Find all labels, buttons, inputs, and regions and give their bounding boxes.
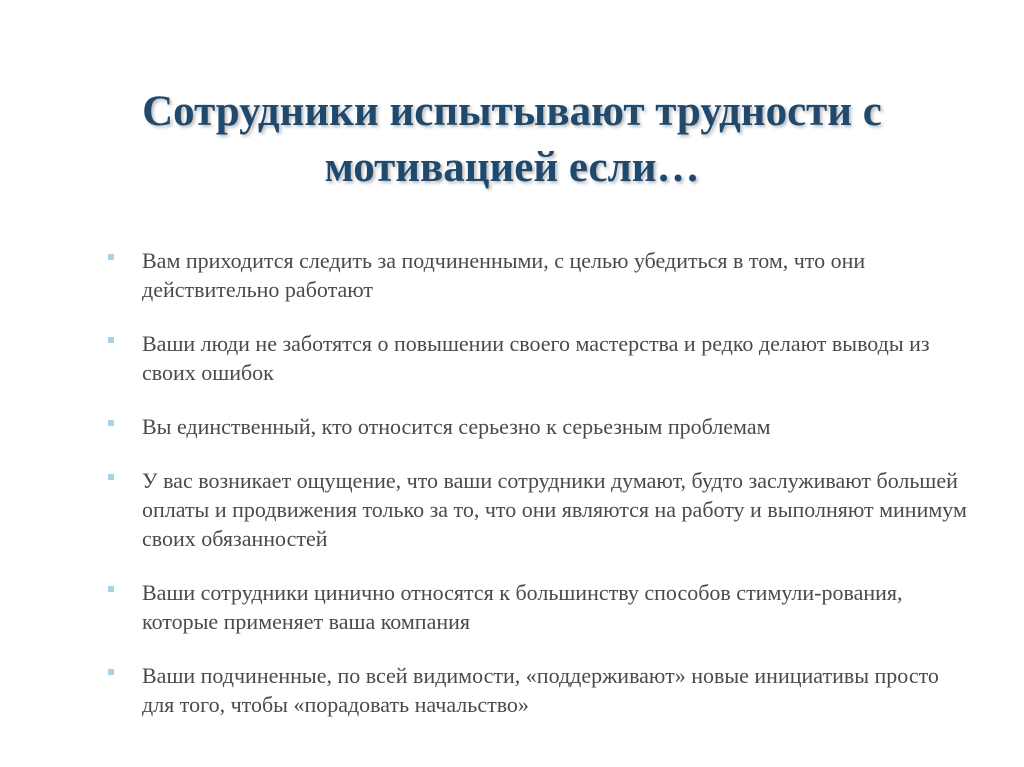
bullet-text: Вам приходится следить за подчиненными, с целью убедиться в том, что они действительно работают — [142, 248, 866, 302]
bullet-text: Ваши подчиненные, по всей видимости, «поддерживают» новые инициативы просто для того, чтобы «порадовать начальство» — [142, 663, 939, 717]
square-bullet-icon — [108, 586, 114, 592]
bullet-text: Вы единственный, кто относится серьезно к серьезным проблемам — [142, 414, 771, 439]
square-bullet-icon — [108, 254, 114, 260]
bullet-item — [108, 578, 968, 636]
square-bullet-icon — [108, 420, 114, 426]
square-bullet-icon — [108, 337, 114, 343]
bullet-text: У вас возникает ощущение, что ваши сотрудники думают, будто заслуживают большей оплаты и продвижения только за то, что они являются на работу и выполняют минимум своих обязанностей — [142, 468, 967, 551]
bullet-item — [108, 246, 968, 304]
slide-title: Сотрудники испытывают трудности с мотивацией если… — [142, 88, 882, 191]
bullet-text: Ваши люди не заботятся о повышении своего мастерства и редко делают выводы из своих ошибок — [142, 331, 930, 385]
square-bullet-icon — [108, 669, 114, 675]
bullet-list — [108, 246, 968, 719]
bullet-item — [108, 412, 968, 441]
bullet-item — [108, 466, 968, 553]
square-bullet-icon — [108, 474, 114, 480]
bullet-item — [108, 661, 968, 719]
bullet-text: Ваши сотрудники цинично относятся к большинству способов стимули-рования, которые применяет ваша компания — [142, 580, 903, 634]
bullet-item — [108, 329, 968, 387]
